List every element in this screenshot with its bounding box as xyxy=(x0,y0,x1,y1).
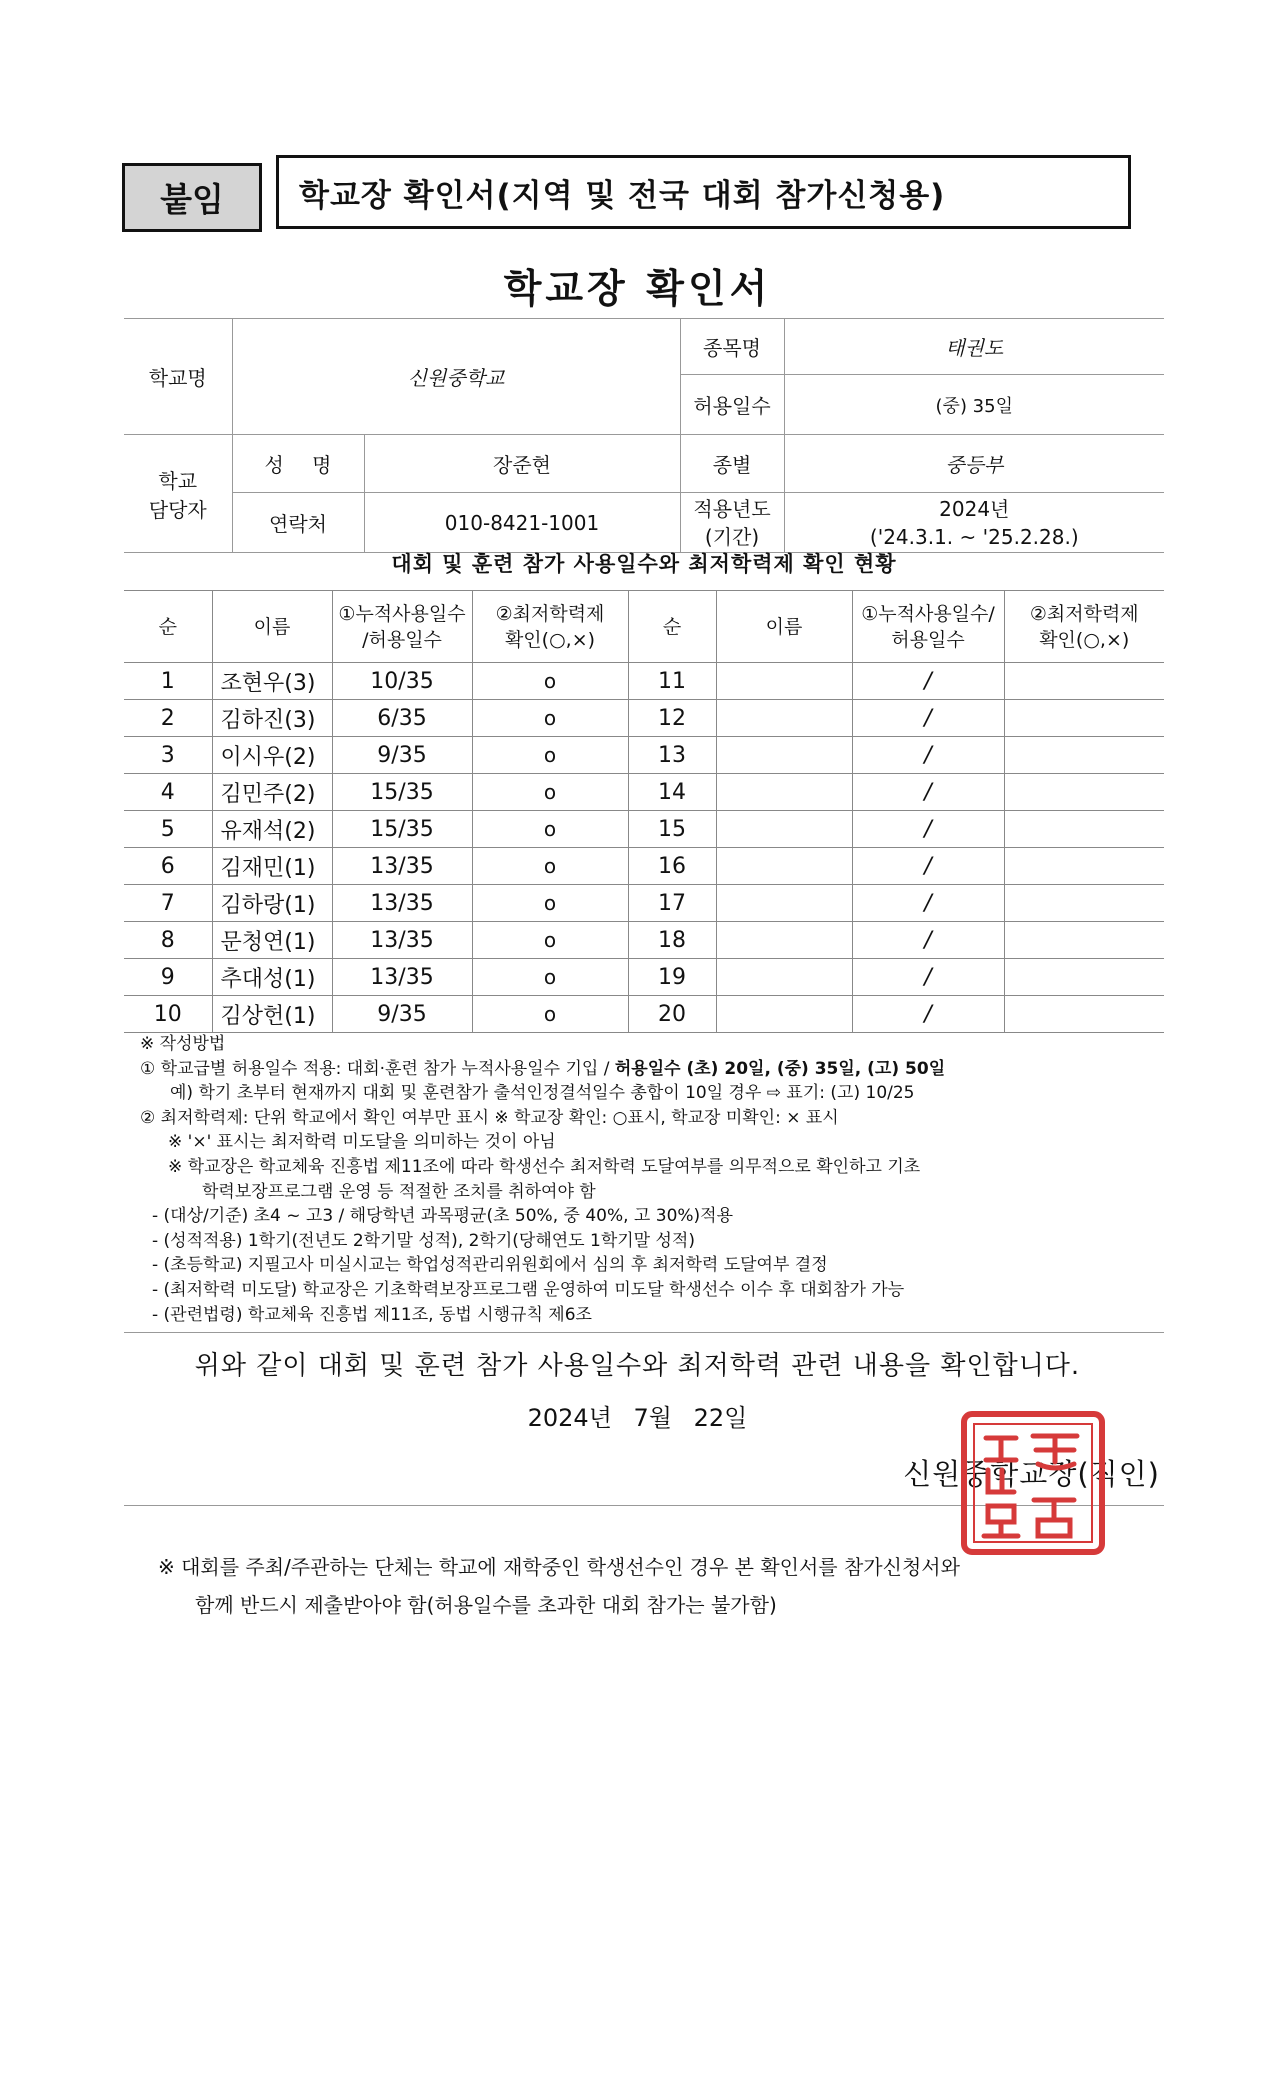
row-no-right: 17 xyxy=(628,885,716,922)
used-days: 9/35 xyxy=(332,996,472,1033)
applicable-year-value: 2024년 ('24.3.1. ~ '25.2.28.) xyxy=(784,493,1164,553)
header-min-academic-right: ②최저학력제 확인(○,×) xyxy=(1004,591,1164,663)
min-academic-check: o xyxy=(472,885,628,922)
athlete-name-right xyxy=(716,996,852,1033)
row-no-right: 12 xyxy=(628,700,716,737)
header-name: 이름 xyxy=(212,591,332,663)
table-row xyxy=(124,663,1164,700)
division-value: 중등부 xyxy=(784,435,1164,493)
athlete-name: 이시우(2) xyxy=(212,737,332,774)
table-row xyxy=(124,996,1164,1033)
athlete-name: 김하랑(1) xyxy=(212,885,332,922)
row-no: 3 xyxy=(124,737,212,774)
contact-label: 연락처 xyxy=(232,493,364,553)
writing-instructions xyxy=(140,1032,1170,1327)
used-days-right: / xyxy=(852,700,1004,737)
table-row xyxy=(124,848,1164,885)
athlete-name-right xyxy=(716,737,852,774)
min-academic-check-right xyxy=(1004,663,1164,700)
table-row xyxy=(124,737,1164,774)
allowed-days-label: 허용일수 xyxy=(680,375,784,435)
used-days-right: / xyxy=(852,959,1004,996)
note-1-example: 예) 학기 초부터 현재까지 대회 및 훈련참가 출석인정결석일수 총합이 10일 경우 ⇨ 표기: (고) 10/25 xyxy=(170,1083,915,1104)
used-days-right: / xyxy=(852,885,1004,922)
footer-line-1: ※ 대회를 주최/주관하는 단체는 학교에 재학중인 학생선수인 경우 본 확인서를 참가신청서와 xyxy=(158,1555,960,1579)
header-no-right: 순 xyxy=(628,591,716,663)
table-row xyxy=(124,885,1164,922)
principal-signature: 신원중학교장(직인) xyxy=(903,1457,1160,1491)
min-academic-check: o xyxy=(472,700,628,737)
table-row xyxy=(124,811,1164,848)
allowed-days-value: (중) 35일 xyxy=(784,375,1164,435)
status-section-heading: 대회 및 훈련 참가 사용일수와 최저학력제 확인 현황 xyxy=(391,552,897,576)
document-title: 학교장 확인서 xyxy=(503,267,772,312)
min-academic-check-right xyxy=(1004,922,1164,959)
row-no: 4 xyxy=(124,774,212,811)
note-target: - (대상/기준) 초4 ~ 고3 / 해당학년 과목평균(초 50%, 중 40%, 고 30%)적용 xyxy=(152,1206,734,1227)
school-name-label: 학교명 xyxy=(124,319,232,435)
min-academic-check-right xyxy=(1004,737,1164,774)
min-academic-check-right xyxy=(1004,959,1164,996)
row-no: 7 xyxy=(124,885,212,922)
min-academic-check: o xyxy=(472,663,628,700)
sport-label: 종목명 xyxy=(680,319,784,375)
athlete-name-right xyxy=(716,663,852,700)
athlete-name: 추대성(1) xyxy=(212,959,332,996)
min-academic-check: o xyxy=(472,774,628,811)
row-no-right: 13 xyxy=(628,737,716,774)
athlete-name-right xyxy=(716,885,852,922)
athlete-name-right xyxy=(716,922,852,959)
footer-note xyxy=(158,1548,1158,1624)
used-days-right: / xyxy=(852,996,1004,1033)
note-4-cont: 학력보장프로그램 운영 등 적절한 조치를 취하여야 함 xyxy=(202,1181,596,1202)
min-academic-check: o xyxy=(472,811,628,848)
athlete-name: 김하진(3) xyxy=(212,700,332,737)
document-header: 학교장 확인서(지역 및 전국 대회 참가신청용) xyxy=(276,155,1131,229)
header-used-days-right: ①누적사용일수/ 허용일수 xyxy=(852,591,1004,663)
official-seal-icon xyxy=(958,1408,1108,1558)
row-no: 2 xyxy=(124,700,212,737)
min-academic-check: o xyxy=(472,959,628,996)
header-used-days: ①누적사용일수 /허용일수 xyxy=(332,591,472,663)
table-row xyxy=(124,700,1164,737)
min-academic-check-right xyxy=(1004,811,1164,848)
note-4: ※ 학교장은 학교체육 진흥법 제11조에 따라 학생선수 최저학력 도달여부를 의무적으로 확인하고 기초 xyxy=(168,1156,921,1177)
used-days-right: / xyxy=(852,922,1004,959)
table-row xyxy=(124,774,1164,811)
attachment-tag: 붙임 xyxy=(122,163,262,232)
contact-value: 010-8421-1001 xyxy=(364,493,680,553)
row-no-right: 18 xyxy=(628,922,716,959)
note-1: ① 학교급별 허용일수 적용: 대회·훈련 참가 누적사용일수 기입 / 허용일수 (초) 20일, (중) 35일, (고) 50일 xyxy=(140,1058,946,1079)
used-days-right: / xyxy=(852,811,1004,848)
header-name-right: 이름 xyxy=(716,591,852,663)
used-days: 6/35 xyxy=(332,700,472,737)
school-manager-label: 학교 담당자 xyxy=(124,435,232,553)
used-days-right: / xyxy=(852,774,1004,811)
used-days: 13/35 xyxy=(332,848,472,885)
row-no-right: 16 xyxy=(628,848,716,885)
used-days: 10/35 xyxy=(332,663,472,700)
min-academic-check-right xyxy=(1004,848,1164,885)
row-no: 5 xyxy=(124,811,212,848)
school-name-value: 신원중학교 xyxy=(232,319,680,435)
min-academic-check: o xyxy=(472,922,628,959)
row-no: 10 xyxy=(124,996,212,1033)
table-header-row xyxy=(124,591,1164,663)
notes-title: ※ 작성방법 xyxy=(140,1034,226,1054)
min-academic-check: o xyxy=(472,996,628,1033)
used-days: 13/35 xyxy=(332,885,472,922)
athlete-name: 조현우(3) xyxy=(212,663,332,700)
athlete-name-right xyxy=(716,774,852,811)
athlete-status-table xyxy=(124,590,1164,1033)
header-no: 순 xyxy=(124,591,212,663)
used-days: 15/35 xyxy=(332,811,472,848)
athlete-name: 김재민(1) xyxy=(212,848,332,885)
min-academic-check: o xyxy=(472,848,628,885)
row-no: 9 xyxy=(124,959,212,996)
divider-top xyxy=(124,1332,1164,1333)
row-no-right: 20 xyxy=(628,996,716,1033)
athlete-name-right xyxy=(716,959,852,996)
row-no-right: 19 xyxy=(628,959,716,996)
used-days: 15/35 xyxy=(332,774,472,811)
school-info-table xyxy=(124,318,1164,553)
athlete-name: 유재석(2) xyxy=(212,811,332,848)
row-no-right: 14 xyxy=(628,774,716,811)
athlete-name-right xyxy=(716,811,852,848)
applicable-year-label: 적용년도 (기간) xyxy=(680,493,784,553)
min-academic-check: o xyxy=(472,737,628,774)
row-no: 8 xyxy=(124,922,212,959)
min-academic-check-right xyxy=(1004,774,1164,811)
header-min-academic: ②최저학력제 확인(○,×) xyxy=(472,591,628,663)
athlete-name: 문청연(1) xyxy=(212,922,332,959)
used-days: 13/35 xyxy=(332,959,472,996)
min-academic-check-right xyxy=(1004,700,1164,737)
note-2: ② 최저학력제: 단위 학교에서 확인 여부만 표시 ※ 학교장 확인: ○표시, 학교장 미확인: × 표시 xyxy=(140,1107,839,1128)
min-academic-check-right xyxy=(1004,885,1164,922)
used-days: 13/35 xyxy=(332,922,472,959)
athlete-name: 김상헌(1) xyxy=(212,996,332,1033)
note-3: ※ '×' 표시는 최저학력 미도달을 의미하는 것이 아님 xyxy=(168,1132,556,1153)
athlete-name: 김민주(2) xyxy=(212,774,332,811)
note-elementary: - (초등학교) 지필고사 미실시교는 학업성적관리위원회에서 심의 후 최저학력 도달여부 결정 xyxy=(152,1255,828,1276)
footer-line-2: 함께 반드시 제출받아야 함(허용일수를 초과한 대회 참가는 불가함) xyxy=(195,1593,777,1617)
used-days-right: / xyxy=(852,848,1004,885)
manager-name-value: 장준현 xyxy=(364,435,680,493)
row-no: 6 xyxy=(124,848,212,885)
row-no-right: 11 xyxy=(628,663,716,700)
confirmation-statement: 위와 같이 대회 및 훈련 참가 사용일수와 최저학력 관련 내용을 확인합니다. xyxy=(194,1351,1081,1381)
athlete-name-right xyxy=(716,700,852,737)
division-label: 종별 xyxy=(680,435,784,493)
table-row xyxy=(124,922,1164,959)
sport-value: 태권도 xyxy=(784,319,1164,375)
note-grades: - (성적적용) 1학기(전년도 2학기말 성적), 2학기(당해연도 1학기말 성적) xyxy=(152,1230,695,1251)
table-row xyxy=(124,959,1164,996)
used-days: 9/35 xyxy=(332,737,472,774)
note-not-reached: - (최저학력 미도달) 학교장은 기초학력보장프로그램 운영하여 미도달 학생선수 이수 후 대회참가 가능 xyxy=(152,1279,905,1300)
row-no-right: 15 xyxy=(628,811,716,848)
athlete-name-right xyxy=(716,848,852,885)
manager-name-label: 성 명 xyxy=(232,435,364,493)
issue-date: 2024년 7월 22일 xyxy=(527,1404,748,1432)
min-academic-check-right xyxy=(1004,996,1164,1033)
used-days-right: / xyxy=(852,663,1004,700)
note-law: - (관련법령) 학교체육 진흥법 제11조, 동법 시행규칙 제6조 xyxy=(152,1304,592,1325)
row-no: 1 xyxy=(124,663,212,700)
used-days-right: / xyxy=(852,737,1004,774)
